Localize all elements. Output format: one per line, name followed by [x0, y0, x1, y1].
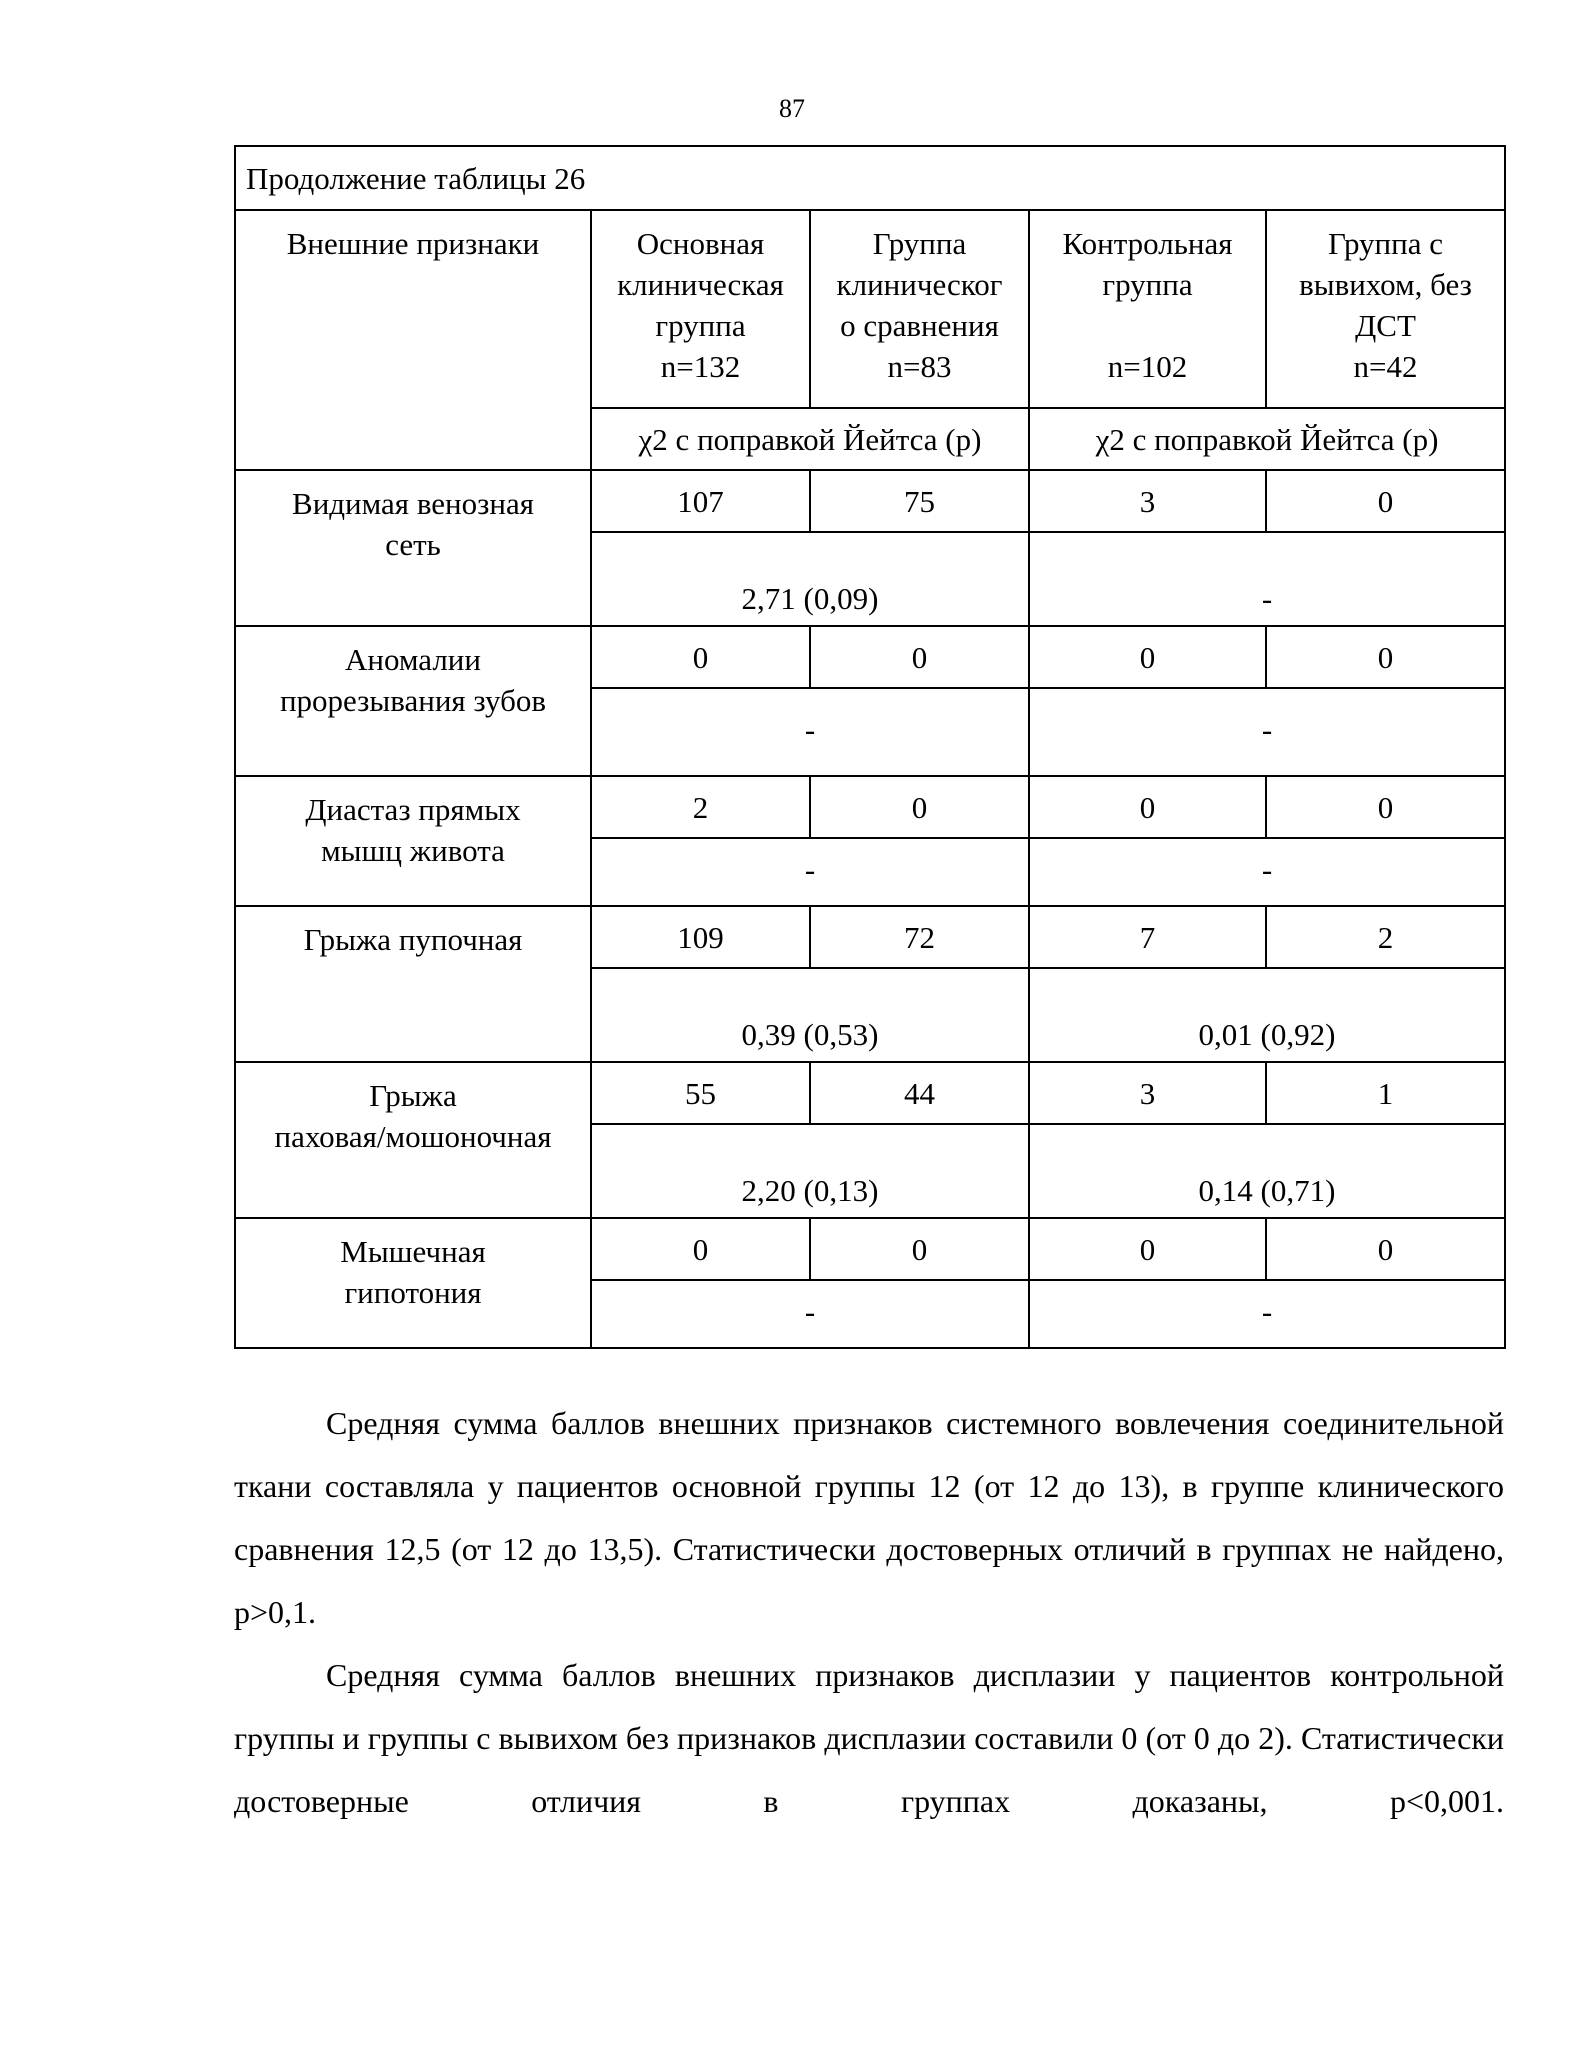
feature-line: Аномалии [345, 642, 481, 677]
value-cell: 0 [591, 626, 810, 688]
table-row [235, 906, 1505, 968]
value-cell: 109 [591, 906, 810, 968]
value-cell: 0 [1266, 626, 1505, 688]
stat-left-cell: 2,71 (0,09) [591, 532, 1029, 626]
value-cell: 1 [1266, 1062, 1505, 1124]
value-cell: 3 [1029, 1062, 1266, 1124]
table-header-row [235, 210, 1505, 408]
stat-right-cell: - [1029, 688, 1505, 776]
feature-line: сеть [385, 527, 441, 562]
value-cell: 107 [591, 470, 810, 532]
header-group-control [1029, 210, 1266, 408]
stat-left-cell: 0,39 (0,53) [591, 968, 1029, 1062]
header-line: вывихом, без [1299, 267, 1472, 302]
header-line: n=42 [1353, 349, 1418, 384]
value-cell: 0 [1266, 470, 1505, 532]
header-group-main [591, 210, 810, 408]
data-table [234, 145, 1506, 1349]
paragraph: Средняя сумма баллов внешних признаков системного вовлечения соединительной ткани составляла у пациентов основной группы 12 (от 12 до 13), в группе клинического сравнения 12,5 (от 12 до 13,5). Статистически достоверных отличий в группах не найдено, p>0,1. [234, 1405, 1504, 1630]
table-caption: Продолжение таблицы 26 [235, 146, 1505, 210]
table-row [235, 470, 1505, 532]
value-cell: 3 [1029, 470, 1266, 532]
stat-right-cell: - [1029, 838, 1505, 906]
header-line [1036, 305, 1259, 346]
stat-right-cell: - [1029, 532, 1505, 626]
value-cell: 0 [810, 1218, 1029, 1280]
value-cell: 44 [810, 1062, 1029, 1124]
value-cell: 0 [1029, 776, 1266, 838]
value-cell: 0 [1029, 626, 1266, 688]
value-cell: 2 [1266, 906, 1505, 968]
header-line: группа [655, 308, 746, 343]
header-line: n=102 [1107, 349, 1188, 384]
feature-cell [235, 906, 591, 1062]
table-caption-row [235, 146, 1505, 210]
header-line: Основная [636, 226, 765, 261]
feature-cell [235, 776, 591, 906]
feature-cell [235, 470, 591, 626]
value-cell: 72 [810, 906, 1029, 968]
header-group-dislocation [1266, 210, 1505, 408]
value-cell: 0 [1266, 776, 1505, 838]
header-line: группа [1102, 267, 1193, 302]
value-cell: 0 [1029, 1218, 1266, 1280]
header-line: Группа с [1328, 226, 1444, 261]
feature-line: Мышечная [340, 1234, 486, 1269]
header-line: n=132 [660, 349, 741, 384]
body-text [234, 1392, 1504, 1833]
stat-left-cell: - [591, 838, 1029, 906]
value-cell: 55 [591, 1062, 810, 1124]
header-line: ДСТ [1355, 308, 1416, 343]
table-row [235, 626, 1505, 688]
header-feature: Внешние признаки [235, 210, 591, 470]
header-group-comparison [810, 210, 1029, 408]
stat-right-cell: - [1029, 1280, 1505, 1348]
feature-line: Видимая венозная [292, 486, 534, 521]
stat-left-cell: - [591, 688, 1029, 776]
table-row [235, 1062, 1505, 1124]
feature-line: Диастаз прямых [305, 792, 521, 827]
value-cell: 2 [591, 776, 810, 838]
stat-right-cell: 0,14 (0,71) [1029, 1124, 1505, 1218]
page-number: 87 [779, 94, 805, 123]
header-line: Контрольная [1062, 226, 1233, 261]
value-cell: 7 [1029, 906, 1266, 968]
feature-line: прорезывания зубов [279, 683, 547, 718]
header-line: n=83 [887, 349, 952, 384]
feature-line: паховая/мошоночная [274, 1119, 552, 1154]
feature-line: гипотония [344, 1275, 482, 1310]
value-cell: 0 [591, 1218, 810, 1280]
header-line: клиническая [617, 267, 784, 302]
value-cell: 0 [1266, 1218, 1505, 1280]
header-line: Группа [872, 226, 967, 261]
header-chi-right: χ2 с поправкой Йейтса (p) [1029, 408, 1505, 470]
feature-cell [235, 1062, 591, 1218]
feature-cell [235, 626, 591, 776]
header-line: о сравнения [840, 308, 999, 343]
table-row [235, 1218, 1505, 1280]
value-cell: 0 [810, 776, 1029, 838]
paragraph: Средняя сумма баллов внешних признаков дисплазии у пациентов контрольной группы и группы с вывихом без признаков дисплазии составили 0 (от 0 до 2). Статистически достоверные отличия в группах доказаны, p<0,001. [234, 1657, 1504, 1819]
value-cell: 75 [810, 470, 1029, 532]
feature-cell [235, 1218, 591, 1348]
value-cell: 0 [810, 626, 1029, 688]
header-chi-left: χ2 с поправкой Йейтса (p) [591, 408, 1029, 470]
stat-right-cell: 0,01 (0,92) [1029, 968, 1505, 1062]
stat-left-cell: - [591, 1280, 1029, 1348]
header-line: клиническог [836, 267, 1003, 302]
stat-left-cell: 2,20 (0,13) [591, 1124, 1029, 1218]
table-row [235, 776, 1505, 838]
feature-line: Грыжа пупочная [303, 922, 523, 957]
feature-line: Грыжа [369, 1078, 457, 1113]
feature-line: мышц живота [321, 833, 505, 868]
